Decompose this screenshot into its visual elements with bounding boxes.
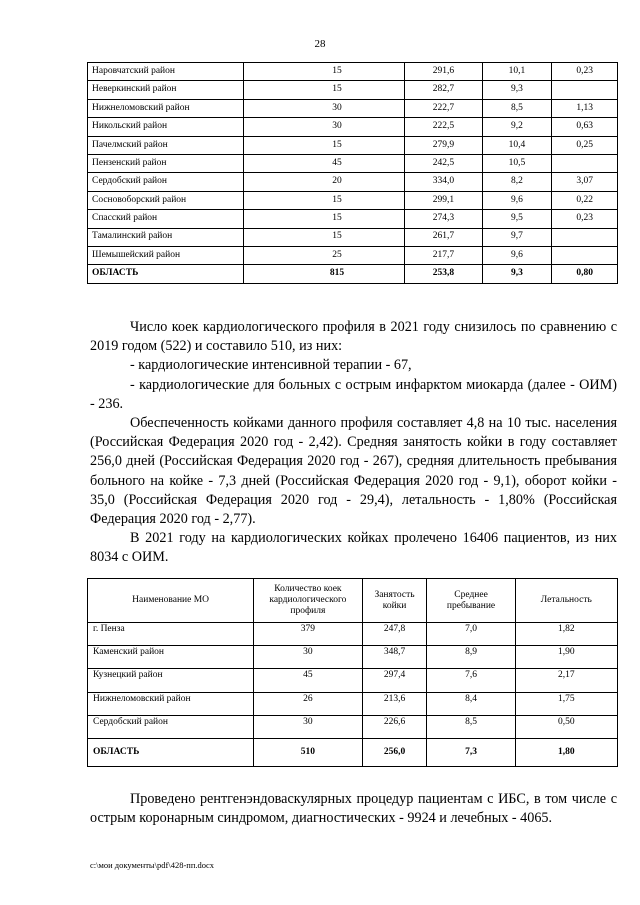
column-header: Среднее пребывание: [427, 579, 515, 623]
value-cell: 26: [254, 692, 362, 715]
district-name-cell: Сердобский район: [88, 173, 244, 191]
table-row: [88, 63, 618, 81]
value-cell: 9,6: [482, 191, 552, 209]
mo-name-cell: г. Пенза: [88, 623, 254, 646]
value-cell: 279,9: [405, 136, 482, 154]
column-header: Занятость койки: [362, 579, 427, 623]
mo-name-cell: Нижнеломовский район: [88, 692, 254, 715]
value-cell: 348,7: [362, 646, 427, 669]
district-name-cell: Нижнеломовский район: [88, 99, 244, 117]
value-cell: 10,4: [482, 136, 552, 154]
value-cell: 15: [243, 210, 405, 228]
paragraph: - кардиологические интенсивной терапии - 67,: [130, 357, 412, 374]
table-row: [88, 136, 618, 154]
value-cell: 1,75: [515, 692, 617, 715]
column-header: Количество коек кардиологического профиля: [254, 579, 362, 623]
district-name-cell: Наровчатский район: [88, 63, 244, 81]
table-row: [88, 228, 618, 246]
beds-by-district-table: [87, 62, 618, 284]
table-row: [88, 154, 618, 172]
cardiology-beds-text: [90, 318, 617, 568]
table-row: [88, 623, 618, 646]
value-cell: 0,23: [552, 63, 618, 81]
value-cell: 7,0: [427, 623, 515, 646]
district-name-cell: Неверкинский район: [88, 81, 244, 99]
value-cell: 45: [254, 669, 362, 692]
mo-name-cell: Каменский район: [88, 646, 254, 669]
value-cell: 222,7: [405, 99, 482, 117]
value-cell: 30: [243, 118, 405, 136]
paragraph: Число коек кардиологического профиля в 2021 году снизилось по сравнению с 2019 годом (522) и составило 510, из них:: [90, 319, 617, 355]
district-name-cell: Тамалинский район: [88, 228, 244, 246]
value-cell: 0,80: [552, 265, 618, 283]
mo-name-cell: Кузнецкий район: [88, 669, 254, 692]
table-total-row: [88, 738, 618, 766]
value-cell: 253,8: [405, 265, 482, 283]
value-cell: 3,07: [552, 173, 618, 191]
district-name-cell: Пачелмский район: [88, 136, 244, 154]
paragraph: Обеспеченность койками данного профиля составляет 4,8 на 10 тыс. населения (Российская Федерация 2020 год - 2,42). Средняя занятость койки в году составляет 256,0 дней (Российская Федерация 2020 год - 267), средняя длительность пребывания больного на койке - 7,3 дней (Российская Федерация 2020 год - 9,1), оборот койки - 35,0 (Российская Федерация 2020 год - 29,4), летальность - 1,80% (Российская Федерация 2020 год - 2,77).: [90, 415, 617, 528]
district-name-cell: Спасский район: [88, 210, 244, 228]
value-cell: [552, 228, 618, 246]
table-row: [88, 81, 618, 99]
value-cell: 242,5: [405, 154, 482, 172]
district-name-cell: ОБЛАСТЬ: [88, 265, 244, 283]
district-name-cell: Никольский район: [88, 118, 244, 136]
table-row: [88, 210, 618, 228]
district-name-cell: Сосновоборский район: [88, 191, 244, 209]
table-row: [88, 692, 618, 715]
value-cell: 815: [243, 265, 405, 283]
table-total-row: [88, 265, 618, 283]
value-cell: 30: [254, 646, 362, 669]
cardiology-indicators-table: [87, 578, 618, 767]
district-name-cell: Пензенский район: [88, 154, 244, 172]
procedures-text: [90, 790, 617, 828]
value-cell: [552, 154, 618, 172]
page-number: 28: [314, 38, 326, 50]
paragraph: Проведено рентгенэндоваскулярных процедур пациентам с ИБС, в том числе с острым коронарным синдромом, диагностических - 9924 и лечебных - 4065.: [90, 791, 617, 827]
value-cell: 8,5: [427, 715, 515, 738]
value-cell: 0,22: [552, 191, 618, 209]
value-cell: 9,3: [482, 81, 552, 99]
value-cell: [552, 246, 618, 264]
value-cell: 30: [254, 715, 362, 738]
value-cell: 8,2: [482, 173, 552, 191]
value-cell: 9,3: [482, 265, 552, 283]
value-cell: 20: [243, 173, 405, 191]
value-cell: 1,90: [515, 646, 617, 669]
value-cell: 8,4: [427, 692, 515, 715]
value-cell: 297,4: [362, 669, 427, 692]
value-cell: 1,80: [515, 738, 617, 766]
value-cell: 261,7: [405, 228, 482, 246]
value-cell: 222,5: [405, 118, 482, 136]
value-cell: 256,0: [362, 738, 427, 766]
table-row: [88, 99, 618, 117]
value-cell: 9,7: [482, 228, 552, 246]
value-cell: 299,1: [405, 191, 482, 209]
value-cell: [552, 81, 618, 99]
value-cell: 0,63: [552, 118, 618, 136]
value-cell: 379: [254, 623, 362, 646]
value-cell: 282,7: [405, 81, 482, 99]
value-cell: 291,6: [405, 63, 482, 81]
value-cell: 45: [243, 154, 405, 172]
value-cell: 1,82: [515, 623, 617, 646]
value-cell: 10,5: [482, 154, 552, 172]
value-cell: 217,7: [405, 246, 482, 264]
district-name-cell: Шемышейский район: [88, 246, 244, 264]
mo-name-cell: Сердобский район: [88, 715, 254, 738]
value-cell: 274,3: [405, 210, 482, 228]
value-cell: 15: [243, 228, 405, 246]
value-cell: 9,2: [482, 118, 552, 136]
value-cell: 226,6: [362, 715, 427, 738]
table-row: [88, 191, 618, 209]
value-cell: 30: [243, 99, 405, 117]
table-row: [88, 646, 618, 669]
column-header: Наименование МО: [88, 579, 254, 623]
file-path-footer: c:\мои документы\pdf\428-пп.docx: [90, 860, 215, 870]
value-cell: 9,6: [482, 246, 552, 264]
table-row: [88, 173, 618, 191]
value-cell: 15: [243, 63, 405, 81]
value-cell: 7,3: [427, 738, 515, 766]
value-cell: 1,13: [552, 99, 618, 117]
value-cell: 15: [243, 191, 405, 209]
value-cell: 10,1: [482, 63, 552, 81]
table-row: [88, 246, 618, 264]
table-row: [88, 118, 618, 136]
value-cell: 2,17: [515, 669, 617, 692]
value-cell: 0,25: [552, 136, 618, 154]
value-cell: 25: [243, 246, 405, 264]
mo-name-cell: ОБЛАСТЬ: [88, 738, 254, 766]
value-cell: 213,6: [362, 692, 427, 715]
value-cell: 7,6: [427, 669, 515, 692]
value-cell: 0,50: [515, 715, 617, 738]
paragraph: - кардиологические для больных с острым инфарктом миокарда (далее - ОИМ) - 236.: [90, 376, 617, 412]
value-cell: 8,9: [427, 646, 515, 669]
value-cell: 15: [243, 81, 405, 99]
column-header: Летальность: [515, 579, 617, 623]
paragraph: В 2021 году на кардиологических койках пролечено 16406 пациентов, из них 8034 с ОИМ.: [90, 530, 617, 566]
table-row: [88, 715, 618, 738]
value-cell: 247,8: [362, 623, 427, 646]
table-row: [88, 669, 618, 692]
value-cell: 334,0: [405, 173, 482, 191]
value-cell: 8,5: [482, 99, 552, 117]
value-cell: 510: [254, 738, 362, 766]
value-cell: 0,23: [552, 210, 618, 228]
value-cell: 9,5: [482, 210, 552, 228]
value-cell: 15: [243, 136, 405, 154]
